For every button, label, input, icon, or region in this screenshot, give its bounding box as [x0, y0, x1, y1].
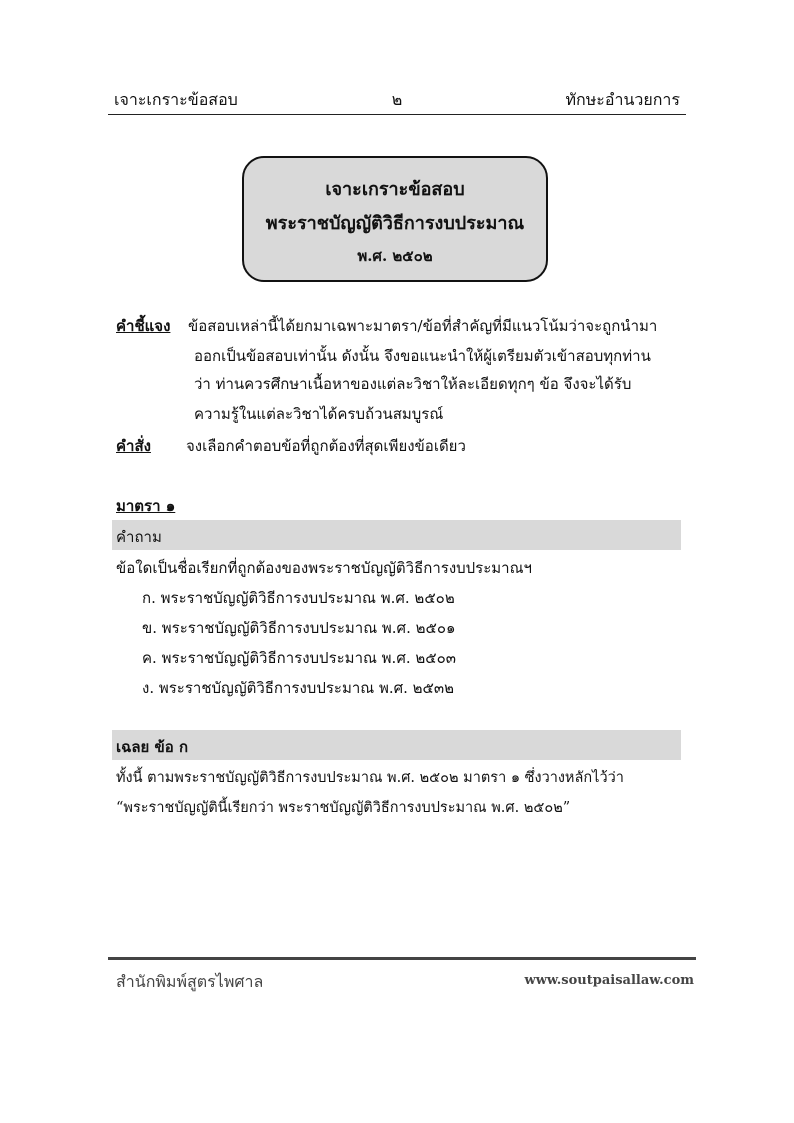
- explanation-line-1: ข้อสอบเหล่านี้ได้ยกมาเฉพาะมาตรา/ข้อที่สำคัญที่มีแนวโน้มว่าจะถูกนำมา: [188, 317, 658, 335]
- choice-a: ก. พระราชบัญญัติวิธีการงบประมาณ พ.ศ. ๒๕๐๒: [142, 589, 455, 607]
- choice-d: ง. พระราชบัญญัติวิธีการงบประมาณ พ.ศ. ๒๕๓๒: [142, 679, 455, 697]
- footer-website: www.soutpaisallaw.com: [524, 973, 694, 988]
- explanation-line-3: ว่า ท่านควรศึกษาเนื้อหาของแต่ละวิชาให้ละเอียดทุกๆ ข้อ จึงจะได้รับ: [194, 375, 632, 393]
- explanation-label: คำชี้แจง: [116, 317, 171, 335]
- explanation-line-4: ความรู้ในแต่ละวิชาได้ครบถ้วนสมบูรณ์: [194, 405, 444, 423]
- title-box: [242, 156, 548, 282]
- question-header: คำถาม: [116, 528, 162, 546]
- footer-rule: [108, 957, 696, 960]
- choice-b: ข. พระราชบัญญัติวิธีการงบประมาณ พ.ศ. ๒๕๐๑: [142, 619, 456, 637]
- question-text: ข้อใดเป็นชื่อเรียกที่ถูกต้องของพระราชบัญญัติวิธีการงบประมาณฯ: [116, 559, 532, 577]
- explanation-line-2: ออกเป็นข้อสอบเท่านั้น ดังนั้น จึงขอแนะนำให้ผู้เตรียมตัวเข้าสอบทุกท่าน: [194, 347, 651, 365]
- answer-line-2: “พระราชบัญญัตินี้เรียกว่า พระราชบัญญัติวิธีการงบประมาณ พ.ศ. ๒๕๐๒”: [116, 800, 571, 816]
- answer-header: เฉลย ข้อ ก: [116, 738, 189, 756]
- header-book-title: เจาะเกราะข้อสอบ: [114, 90, 238, 109]
- instruction-label: คำสั่ง: [116, 437, 151, 455]
- answer-line-1: ทั้งนี้ ตามพระราชบัญญัติวิธีการงบประมาณ พ.ศ. ๒๕๐๒ มาตรา ๑ ซึ่งวางหลักไว้ว่า: [116, 770, 624, 786]
- choice-c: ค. พระราชบัญญัติวิธีการงบประมาณ พ.ศ. ๒๕๐๓: [142, 649, 457, 667]
- footer-publisher: สำนักพิมพ์สูตรไพศาล: [116, 972, 264, 991]
- title-line-1: เจาะเกราะข้อสอบ: [325, 179, 465, 200]
- header-page-number: ๒: [391, 90, 403, 109]
- page-header: [108, 86, 686, 115]
- answer-header-bar: [112, 730, 681, 760]
- title-line-3: พ.ศ. ๒๕๐๒: [357, 247, 433, 265]
- question-header-bar: [112, 520, 681, 550]
- header-subject: ทักษะอำนวยการ: [565, 90, 680, 109]
- title-line-2: พระราชบัญญัติวิธีการงบประมาณ: [265, 213, 525, 234]
- instruction-text: จงเลือกคำตอบข้อที่ถูกต้องที่สุดเพียงข้อเดียว: [186, 437, 466, 455]
- section-title: มาตรา ๑: [116, 497, 176, 515]
